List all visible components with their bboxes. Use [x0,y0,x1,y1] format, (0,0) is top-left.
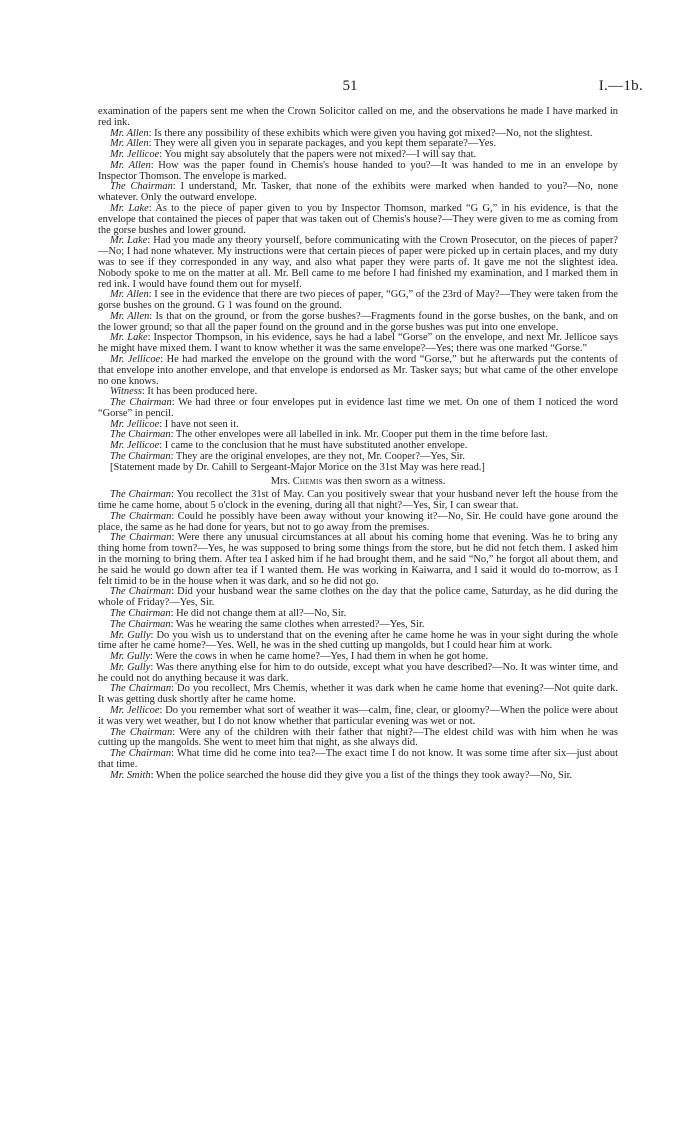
speaker-name: The Chairman [110,181,173,193]
paragraph [98,706,618,728]
speaker-name: The Chairman [110,397,172,409]
speaker-name: The Chairman [110,726,173,738]
witness-heading: Mrs. Chemis was then sworn as a witness. [270,475,446,487]
speaker-name: The Chairman [110,607,171,619]
witness-name: Chemis [292,475,323,487]
paragraph-text: : Had you made any theory yourself, before communicating with the Crown Prosecutor, on the pieces of paper?—No; I had none whatever. My instructions were that certain pieces of paper were picked up in certain places, and my duty was to see if they corresponded in any way, and also what paper they were parts of. It gave me not the slightest idea. Nobody spoke to me on the matter at all. Mr. Bell came to me before I had finished my examination, and I marked them in red ink. I would have found them out for myself. [98,235,618,290]
paragraph-text: : I have not seen it. [159,418,239,430]
speaker-name: The Chairman [110,683,172,695]
paragraph [98,533,618,587]
paragraph [98,631,618,653]
paragraph-text: : What time did he come into tea?—The exact time I do not know. It was some time after six—just about that time. [98,748,619,770]
speaker-name: The Chairman [110,748,172,760]
paragraph-text: : Inspector Thompson, in his evidence, says he had a label “Gorse” on the envelope, and next Mr. Jellicoe says he might have mixed them. I want to know whether it was the same envelope?—Yes; there was one marked “Gorse.” [98,332,618,355]
paragraph-text: : I see in the evidence that there are two pieces of paper, “GG,” of the 23rd of May?—They were taken from the gorse bushes on the ground. G 1 was found on the ground. [98,289,618,312]
paragraph [98,236,618,290]
speaker-name: Mr. Allen [110,127,149,139]
speaker-name: The Chairman [110,510,172,522]
paragraph-text: : Was there anything else for him to do outside, except what you have described?—No. It was winter time, and he could not do anything because it was dark. [98,661,618,684]
paragraph [98,512,618,534]
speaker-name: Mr. Allen [110,159,151,171]
paragraph-text: : Were the cows in when he came home?—Yes, I had them in when he got home. [150,651,489,663]
speaker-name: Mr. Jellicoe [110,353,161,365]
speaker-name: Mr. Allen [110,138,149,150]
paragraph [98,463,618,474]
paragraph-text: : I understand, Mr. Tasker, that none of the exhibits were marked when handed to you?—No, none whatever. Only the outward envelope. [98,181,618,204]
paragraph [98,749,618,771]
paragraph-text: : I came to the conclusion that he must have substituted another envelope. [159,440,468,452]
paragraph-text: : They were all given you in separate packages, and you kept them separate?—Yes. [148,138,497,150]
paragraph-text: : Could he possibly have been away without your knowing it?—No, Sir. He could have gone around the place, the same as he had done for years, but not to go away from the premises. [98,510,618,533]
speaker-name: Mr. Gully [110,651,151,663]
paragraph-text: : We had three or four envelopes put in evidence last time we met. On one of them I noticed the word “Gorse” in pencil. [98,397,618,419]
paragraph-text: [Statement made by Dr. Cahill to Sergeant-Major Morice on the 31st May was here read.] [110,461,485,473]
speaker-name: Witness [110,386,142,398]
paragraph [98,204,618,236]
speaker-name: Mr. Jellicoe [110,149,160,161]
paragraph-text: : Did your husband wear the same clothes on the day that the police came, Saturday, as he did during the whole of Friday?—Yes, Sir. [98,586,618,609]
paragraph [98,355,618,387]
speaker-name: Mr. Allen [110,310,150,322]
speaker-name: The Chairman [110,451,171,462]
paragraph-text: : Is there any possibility of these exhibits which were given you having got mixed?—No, not the slightest. [148,127,593,139]
paragraph [98,333,618,355]
speaker-name: The Chairman [110,618,171,630]
paragraph-text: : How was the paper found in Chemis's house handed to you?—It was handed to me in an envelope by Inspector Thomson. The envelope is marked. [98,159,619,182]
paragraph-text: examination of the papers sent me when the Crown Solicitor called on me, and the observations he made I have marked in red ink. [98,106,618,128]
paragraph-text: : Was he wearing the same clothes when arrested?—Yes, Sir. [170,618,425,630]
page-reference: I.—1b. [598,78,643,94]
transcript-section-1 [98,107,618,474]
speaker-name: Mr. Lake [110,235,148,247]
paragraph [98,161,618,183]
speaker-name: Mr. Gully [110,661,151,673]
paragraph [98,587,618,609]
page-header [0,78,700,98]
paragraph-text: : They are the original envelopes, are they not, Mr. Cooper?—Yes, Sir. [170,451,466,462]
speaker-name: Mr. Smith [110,769,151,781]
speaker-name: Mr. Allen [110,289,149,301]
paragraph-text: : Were there any unusual circumstances at all about his coming home that evening. Was he to bring any thing home from town?—Yes, he was supposed to bring some things from the store, but he did not fetch them. I asked him in the morning to bring them. After tea I asked him if he had brought them, and he said “No,” he forgot all about them, and he said he would go down after tea if I wanted them. He was working in Kaiwarra, and I said it would do to-morrow, as I felt timid to be in the house when it was dark, and so he did not go. [98,532,618,587]
speaker-name: The Chairman [110,586,172,598]
speaker-name: The Chairman [110,532,172,544]
transcript-section-2 [98,490,618,781]
speaker-name: Mr. Jellicoe [110,418,160,430]
paragraph [98,107,618,129]
transcript-body [98,107,618,781]
paragraph [98,771,618,782]
paragraph [98,663,618,685]
paragraph [98,312,618,334]
paragraph-text: : When the police searched the house did they give you a list of the things they took away?—No, Sir. [150,769,573,781]
paragraph-text: : You might say absolutely that the papers were not mixed?—I will say that. [159,149,477,161]
paragraph-text: : As to the piece of paper given to you by Inspector Thomson, marked “G G,” in his evidence, is that the envelope that contained the pieces of paper that was taken out of Chemis's house?—They were given to me as coming from the gorse bushes and lower ground. [98,203,618,236]
paragraph-text: : Were any of the children with their father that night?—The eldest child was with him when he was cutting up the mangolds. She went to meet him that night, as she always did. [98,726,618,749]
speaker-name: Mr. Gully [110,629,151,641]
paragraph-text: : You recollect the 31st of May. Can you positively swear that your husband never left the house from the time he came home, about 5 o'clock in the evening, during all that night?—Yes, Sir, I can swear that. [98,489,618,512]
paragraph-text: : The other envelopes were all labelled in ink. Mr. Cooper put them in the time before last. [170,429,548,441]
paragraph [98,398,618,420]
page-number: 51 [342,78,358,94]
paragraph-text: : Do you wish us to understand that on the evening after he came home he was in your sight during the whole time after he came home?—Yes. Well, he was in the shed cutting up mangolds, but I could hear him at work. [98,629,618,652]
paragraph [98,182,618,204]
speaker-name: The Chairman [110,489,171,501]
speaker-name: The Chairman [110,429,171,441]
speaker-name: Mr. Lake [110,332,148,344]
paragraph-text: : Is that on the ground, or from the gorse bushes?—Fragments found in the gorse bushes, on the bank, and on the lower ground; so that all the paper found on the ground and in the gorse bushes was put into one envelope. [98,310,618,333]
paragraph-text: : He had marked the envelope on the ground with the word “Gorse,” but he afterwards put the contents of that envelope into another envelope, and that envelope is endorsed as Mr. Tasker says; but what came of the other envelope no one knows. [98,353,618,387]
paragraph [98,684,618,706]
speaker-name: Mr. Jellicoe [110,704,160,716]
paragraph [98,290,618,312]
paragraph-text: : Do you remember what sort of weather it was—calm, fine, clear, or gloomy?—When the police were about it was very wet weather, but I do not know whether that particular evening was wet or not. [98,704,618,727]
paragraph [98,728,618,750]
paragraph-text: : It has been produced here. [141,386,258,398]
paragraph-text: : He did not change them at all?—No, Sir. [170,607,347,619]
speaker-name: Mr. Lake [110,203,149,215]
paragraph-text: : Do you recollect, Mrs Chemis, whether it was dark when he came home that evening?—Not quite dark. It was getting dusk shortly after he came home. [98,683,618,706]
paragraph [98,490,618,512]
speaker-name: Mr. Jellicoe [110,440,160,452]
